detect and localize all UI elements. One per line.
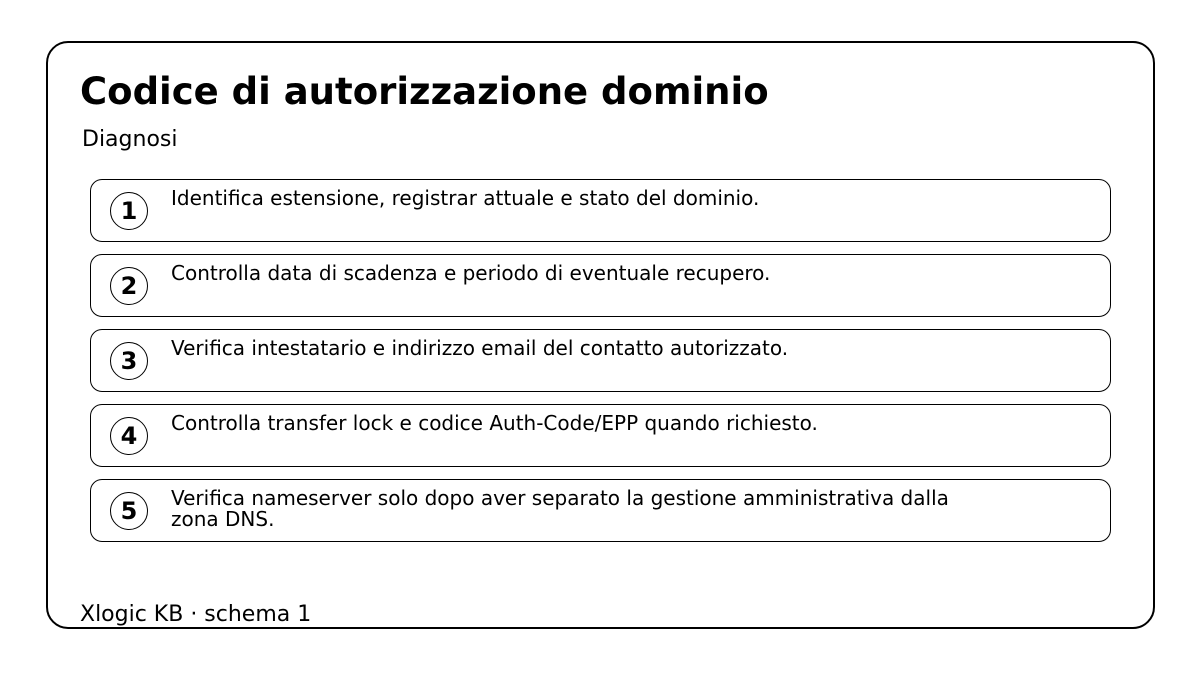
step-box-3 <box>90 329 1111 392</box>
step-text: Controlla data di scadenza e periodo di eventuale recupero. <box>171 261 771 285</box>
step-box-1 <box>90 179 1111 242</box>
step-text: Identifica estensione, registrar attuale e stato del dominio. <box>171 186 760 210</box>
page-subtitle: Diagnosi <box>82 127 178 152</box>
step-number-badge: 5 <box>110 492 148 530</box>
footer-caption: Xlogic KB · schema 1 <box>80 602 312 627</box>
step-box-4 <box>90 404 1111 467</box>
step-box-5 <box>90 479 1111 542</box>
step-text: Verifica intestatario e indirizzo email del contatto autorizzato. <box>171 336 789 360</box>
step-number-badge: 2 <box>110 267 148 305</box>
step-text: Controlla transfer lock e codice Auth-Code/EPP quando richiesto. <box>171 411 818 435</box>
page-title: Codice di autorizzazione dominio <box>80 70 769 113</box>
step-text: Verifica nameserver solo dopo aver separato la gestione amministrativa dalla zona DNS. <box>171 486 949 531</box>
step-list <box>90 179 1111 554</box>
step-number-badge: 4 <box>110 417 148 455</box>
step-number-badge: 3 <box>110 342 148 380</box>
step-number-badge: 1 <box>110 192 148 230</box>
step-box-2 <box>90 254 1111 317</box>
